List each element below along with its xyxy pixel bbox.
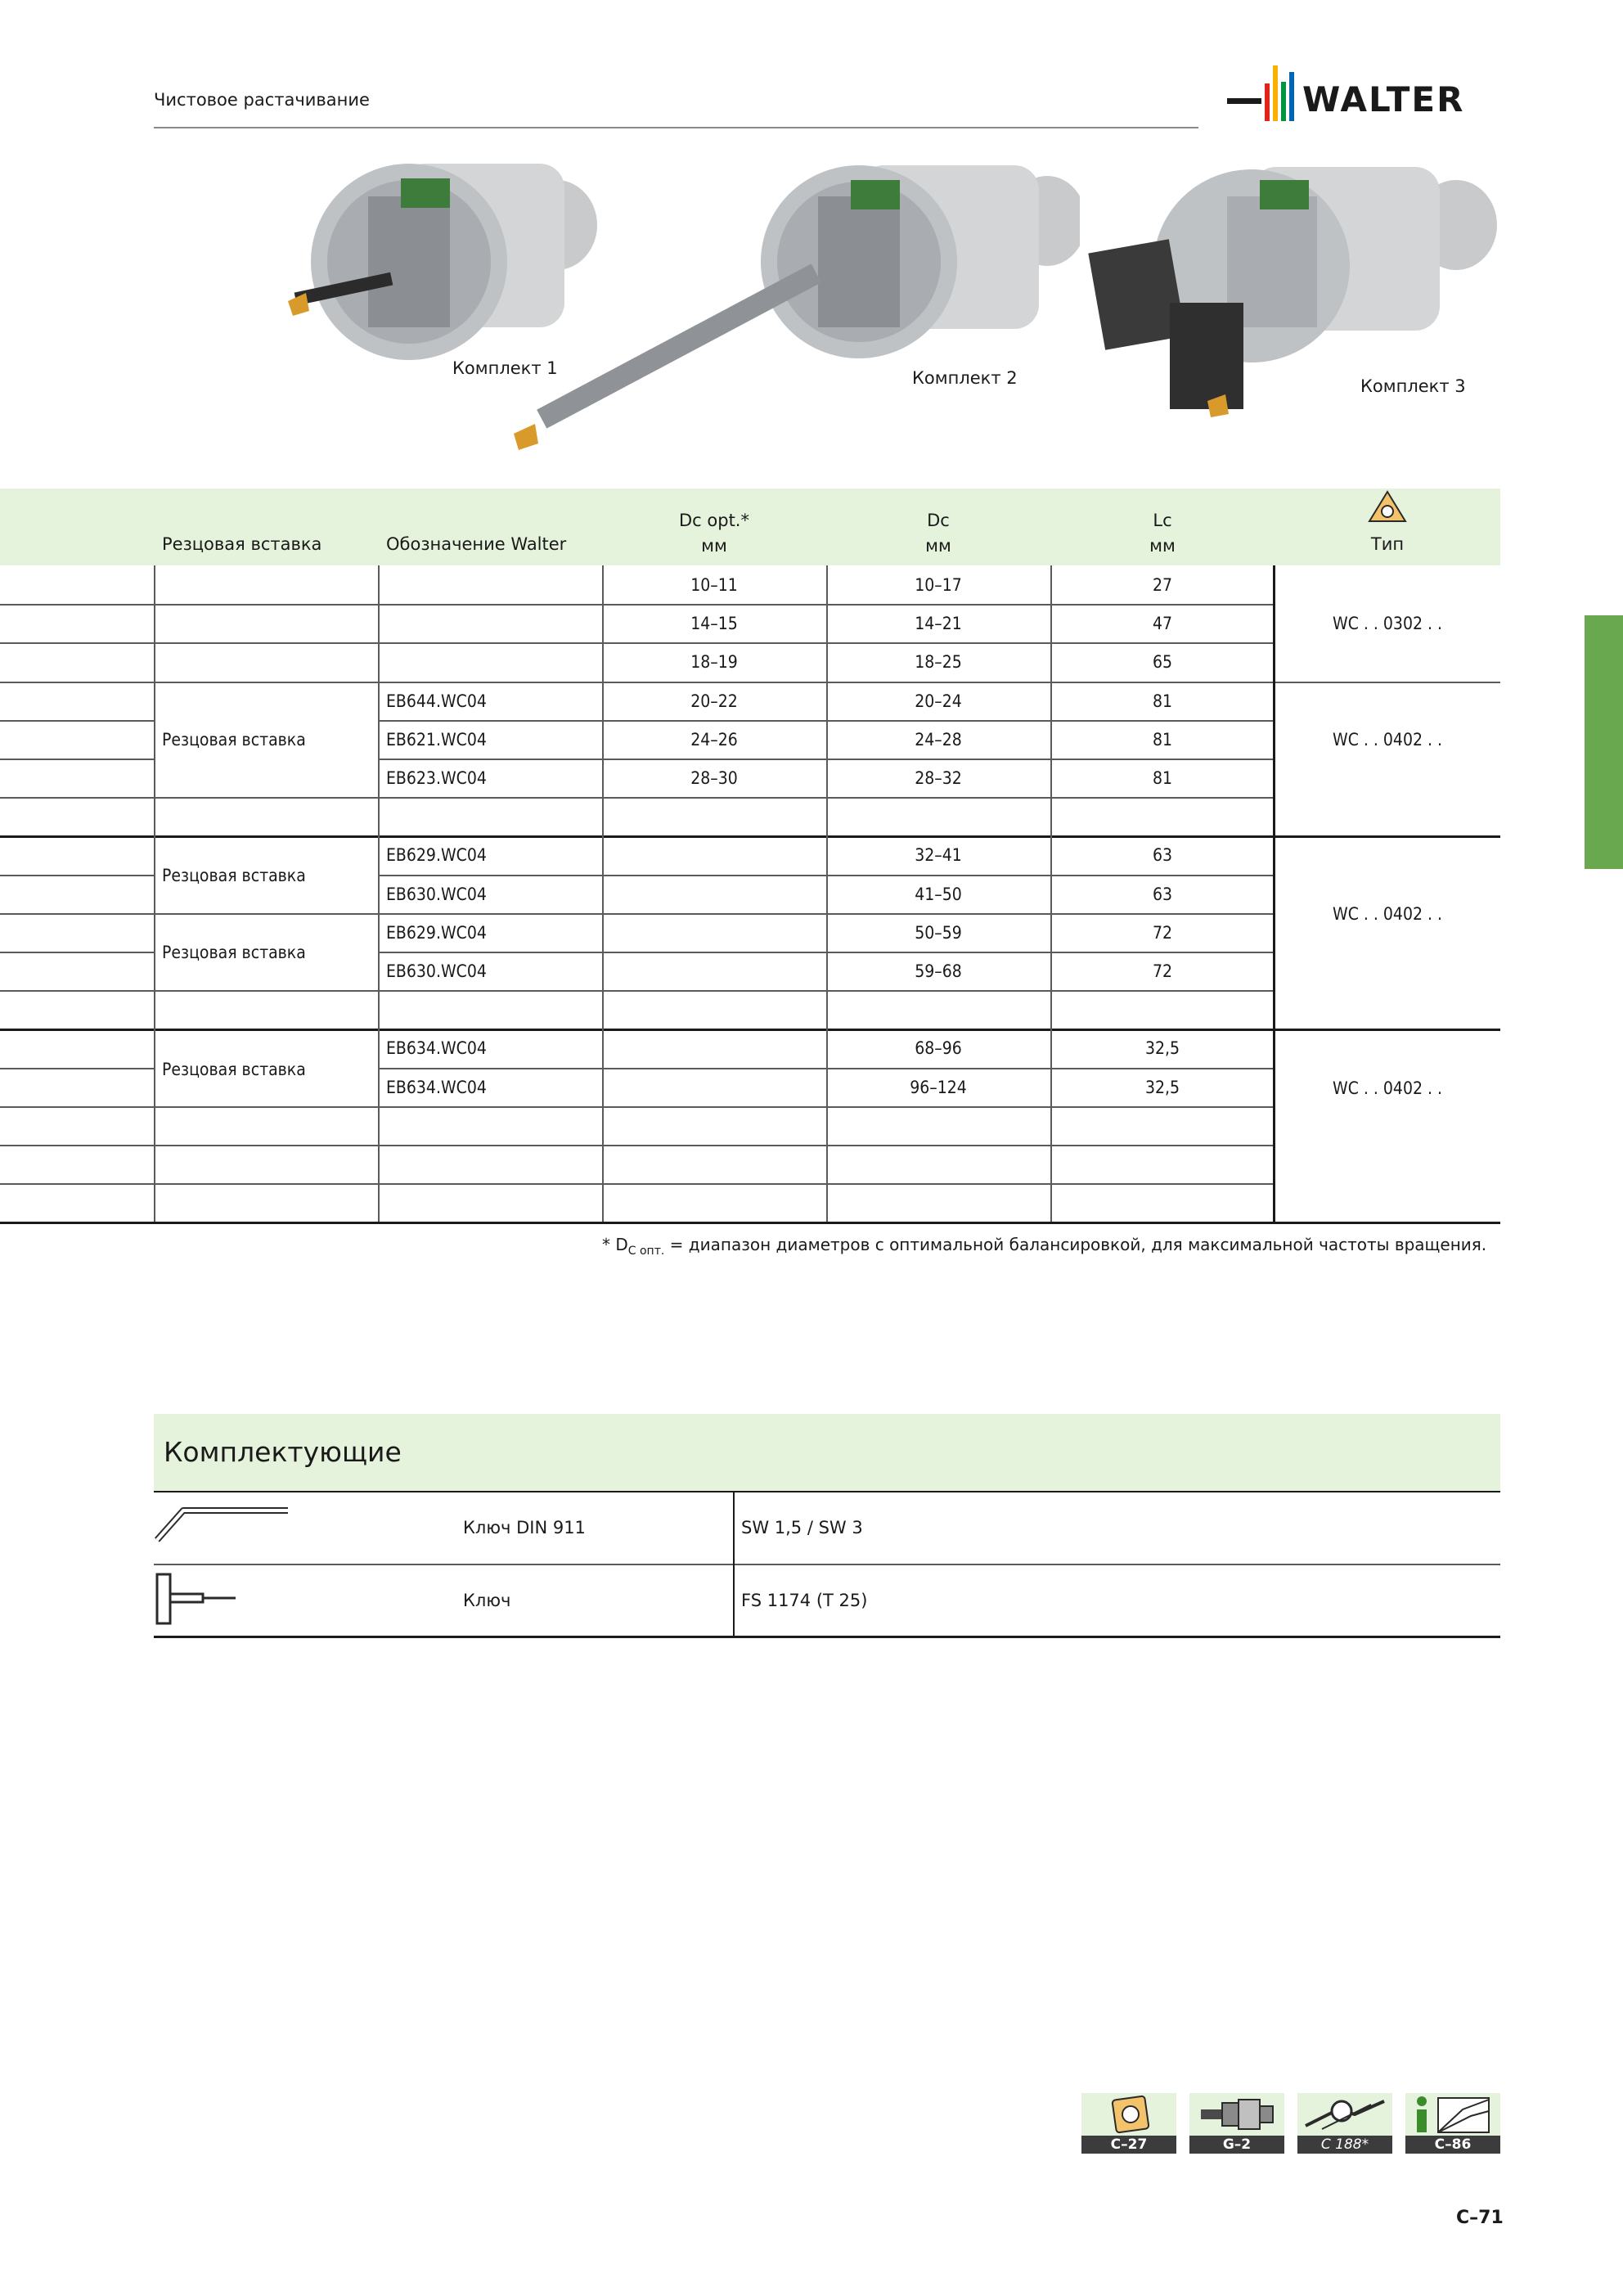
table-column-line xyxy=(378,565,380,1222)
th-type: Тип xyxy=(1370,534,1405,554)
table-row-line xyxy=(0,913,154,915)
insert-label: Резцовая вставка xyxy=(162,866,306,885)
table-row-line xyxy=(0,1222,1500,1224)
designation-cell: EB629.WC04 xyxy=(386,923,487,943)
lc-cell: 81 xyxy=(1152,691,1173,711)
th-lc: Lc xyxy=(1153,511,1172,530)
accessories-rule xyxy=(154,1636,1500,1638)
nav-card-label: C 188* xyxy=(1297,2136,1392,2154)
lc-cell: 72 xyxy=(1152,923,1173,943)
table-row-line xyxy=(0,952,154,953)
chapter-tab[interactable] xyxy=(1585,615,1623,869)
dc-cell: 28–32 xyxy=(915,768,962,788)
lc-cell: 72 xyxy=(1152,961,1173,981)
dc-cell: 32–41 xyxy=(915,845,962,865)
nav-card-label: G–2 xyxy=(1189,2136,1284,2154)
lc-cell: 81 xyxy=(1152,768,1173,788)
dc-opt-cell: 18–19 xyxy=(690,652,738,672)
nav-card-label: C–86 xyxy=(1405,2136,1500,2154)
dc-opt-cell: 28–30 xyxy=(690,768,738,788)
nav-card-g2[interactable] xyxy=(1189,2093,1284,2154)
dc-opt-cell: 24–26 xyxy=(690,730,738,750)
t-handle-key-icon xyxy=(154,1569,244,1628)
designation-cell: EB629.WC04 xyxy=(386,845,487,865)
nav-card-c27[interactable] xyxy=(1081,2093,1176,2154)
table-row-line xyxy=(1275,682,1500,683)
dc-cell: 10–17 xyxy=(915,575,962,595)
accessory-value: SW 1,5 / SW 3 xyxy=(741,1518,863,1537)
adapter-icon xyxy=(1189,2093,1284,2136)
kit-3-label: Комплект 3 xyxy=(1360,376,1466,396)
dc-opt-cell: 14–15 xyxy=(690,614,738,633)
table-row-line xyxy=(0,642,154,644)
dc-cell: 20–24 xyxy=(915,691,962,711)
lc-cell: 63 xyxy=(1152,885,1173,904)
designation-cell: EB644.WC04 xyxy=(386,691,487,711)
lc-cell: 47 xyxy=(1152,614,1173,633)
table-row-line xyxy=(0,604,154,606)
kit-2-image xyxy=(507,155,1080,466)
type-value: WC . . 0402 . . xyxy=(1333,1078,1442,1098)
table-row-line xyxy=(0,875,154,876)
table-row-line xyxy=(154,913,378,915)
designation-cell: EB623.WC04 xyxy=(386,768,487,788)
table-row-line xyxy=(0,759,154,760)
footnote-text: = диапазон диаметров с оптимальной балансировкой, для максимальной частоты вращения. xyxy=(664,1235,1487,1254)
insert-label: Резцовая вставка xyxy=(162,943,306,962)
designation-cell: EB630.WC04 xyxy=(386,885,487,904)
insert-type-icon xyxy=(1364,488,1410,528)
header-rule xyxy=(154,127,1198,128)
insert-label: Резцовая вставка xyxy=(162,730,306,750)
accessories-rule xyxy=(154,1491,1500,1492)
accessory-value: FS 1174 (T 25) xyxy=(741,1591,868,1610)
accessory-name: Ключ xyxy=(463,1591,511,1610)
lc-cell: 32,5 xyxy=(1144,1078,1180,1097)
kit-1-label: Комплект 1 xyxy=(452,358,558,378)
table-row-line xyxy=(0,1145,154,1146)
table-row-line xyxy=(0,1183,154,1185)
footnote-symbol: D xyxy=(615,1235,628,1254)
nav-card-image xyxy=(1297,2093,1392,2136)
th-dc-opt: Dc opt.* xyxy=(679,511,749,530)
nav-card-image xyxy=(1081,2093,1176,2136)
table-row-line xyxy=(0,720,154,722)
hex-key-icon xyxy=(154,1499,293,1548)
table-row-line xyxy=(154,1106,378,1108)
table-row-line xyxy=(154,642,378,644)
table-row-line xyxy=(0,797,154,799)
footnote xyxy=(602,1235,1486,1258)
designation-cell: EB621.WC04 xyxy=(386,730,487,750)
dc-cell: 59–68 xyxy=(915,961,962,981)
page-number: C–71 xyxy=(1456,2208,1504,2228)
table-row-line xyxy=(154,1183,378,1185)
lc-cell: 32,5 xyxy=(1144,1038,1180,1058)
table-row-line xyxy=(0,682,154,683)
kit-2-label: Комплект 2 xyxy=(912,368,1018,388)
dc-opt-cell: 10–11 xyxy=(690,575,738,595)
table-row-line xyxy=(0,1106,154,1108)
nav-card-image xyxy=(1405,2093,1500,2136)
th-dc-opt-unit: мм xyxy=(701,536,727,556)
table-row-line xyxy=(154,990,378,992)
lc-cell: 63 xyxy=(1152,845,1173,865)
type-value: WC . . 0402 . . xyxy=(1333,904,1442,924)
type-value: WC . . 0402 . . xyxy=(1333,730,1442,750)
lc-cell: 65 xyxy=(1152,652,1173,672)
accessories-title: Комплектующие xyxy=(164,1436,402,1468)
walter-logo xyxy=(1227,59,1502,129)
insert-label: Резцовая вставка xyxy=(162,1060,306,1079)
designation-cell: EB630.WC04 xyxy=(386,961,487,981)
dc-cell: 18–25 xyxy=(915,652,962,672)
table-row-line xyxy=(0,990,154,992)
accessories-rule xyxy=(154,1564,1500,1565)
section-title: Чистовое растачивание xyxy=(154,90,370,110)
th-dc: Dc xyxy=(927,511,950,530)
lc-cell: 81 xyxy=(1152,730,1173,750)
th-lc-unit: мм xyxy=(1149,536,1176,556)
kit-3-image xyxy=(1088,155,1505,442)
table-row-line xyxy=(154,1145,378,1146)
footnote-star: * xyxy=(602,1235,610,1254)
th-insert: Резцовая вставка xyxy=(162,534,322,554)
dc-cell: 96–124 xyxy=(910,1078,967,1097)
designation-cell: EB634.WC04 xyxy=(386,1078,487,1097)
accessories-divider xyxy=(733,1491,735,1636)
nav-card-label: C–27 xyxy=(1081,2136,1176,2154)
table-column-line xyxy=(154,565,155,1222)
dc-cell: 41–50 xyxy=(915,885,962,904)
table-row-line xyxy=(154,797,378,799)
nav-card-c86[interactable] xyxy=(1405,2093,1500,2154)
table-row-line xyxy=(0,1068,154,1069)
dc-cell: 14–21 xyxy=(915,614,962,633)
accessory-name: Ключ DIN 911 xyxy=(463,1518,586,1537)
insert-icon xyxy=(1081,2093,1176,2136)
table-row-line xyxy=(154,604,378,606)
dc-opt-cell: 20–22 xyxy=(690,691,738,711)
lc-cell: 27 xyxy=(1152,575,1173,595)
nav-card-image xyxy=(1189,2093,1284,2136)
dc-cell: 50–59 xyxy=(915,923,962,943)
th-dc-unit: мм xyxy=(925,536,951,556)
th-designation: Обозначение Walter xyxy=(386,534,567,554)
designation-cell: EB634.WC04 xyxy=(386,1038,487,1058)
tool-icon xyxy=(1297,2093,1392,2136)
table-row-line xyxy=(154,682,378,683)
type-value: WC . . 0302 . . xyxy=(1333,614,1442,633)
walter-brand: WALTER xyxy=(1302,79,1465,119)
info-chart-icon xyxy=(1405,2093,1500,2136)
dc-cell: 24–28 xyxy=(915,730,962,750)
dc-cell: 68–96 xyxy=(915,1038,962,1058)
footnote-subscript: C опт. xyxy=(627,1245,665,1258)
nav-card-c188[interactable] xyxy=(1297,2093,1392,2154)
